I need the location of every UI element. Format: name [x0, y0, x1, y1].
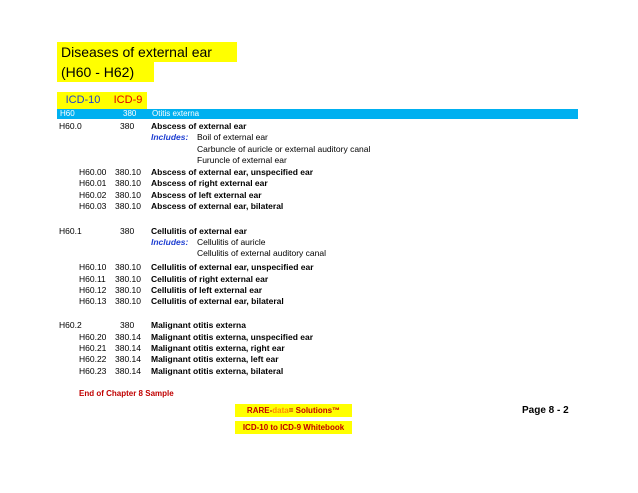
row-code: H60.22	[79, 354, 107, 364]
row-code: H60.1	[59, 226, 82, 236]
category-band	[57, 109, 578, 119]
row-description: Cellulitis of right external ear	[151, 274, 269, 284]
band-description: Otitis externa	[152, 109, 200, 118]
logo-solutions: = Solutions™	[288, 406, 341, 415]
row-description: Malignant otitis externa, left ear	[151, 354, 279, 364]
row-icd9: 380.14	[115, 332, 141, 342]
logo	[235, 404, 352, 417]
includes-label: Includes:	[151, 237, 189, 247]
row-code: H60.2	[59, 320, 82, 330]
row-description: Cellulitis of external ear, bilateral	[151, 296, 284, 306]
row-icd9: 380.10	[115, 262, 141, 272]
includes-term: Boil of external ear	[197, 132, 268, 142]
includes-term: Cellulitis of external auditory canal	[197, 248, 326, 258]
band-icd9: 380	[123, 109, 137, 118]
row-icd9: 380.10	[115, 190, 141, 200]
row-description: Malignant otitis externa, unspecified ear	[151, 332, 314, 342]
includes-label: Includes:	[151, 132, 189, 142]
logo-data: data	[272, 406, 289, 415]
page-number: Page 8 - 2	[522, 405, 569, 416]
row-code: H60.00	[79, 167, 107, 177]
row-description: Cellulitis of external ear	[151, 226, 247, 236]
row-icd9: 380.10	[115, 201, 141, 211]
band-code: H60	[60, 109, 75, 118]
row-icd9: 380	[120, 320, 135, 330]
row-description: Abscess of right external ear	[151, 178, 268, 188]
title-highlight-line2	[57, 62, 154, 82]
includes-term: Carbuncle of auricle or external auditory canal	[197, 144, 371, 154]
row-code: H60.10	[79, 262, 107, 272]
row-code: H60.13	[79, 296, 107, 306]
row-code: H60.01	[79, 178, 107, 188]
row-icd9: 380.14	[115, 354, 141, 364]
page-title-line1: Diseases of external ear	[61, 44, 212, 60]
row-description: Abscess of external ear, unspecified ear	[151, 167, 314, 177]
row-description: Abscess of left external ear	[151, 190, 262, 200]
row-code: H60.12	[79, 285, 107, 295]
row-description: Cellulitis of external ear, unspecified ear	[151, 262, 314, 272]
row-code: H60.23	[79, 366, 107, 376]
logo-rare: RARE-	[246, 406, 273, 415]
row-code: H60.21	[79, 343, 107, 353]
includes-term: Cellulitis of auricle	[197, 237, 266, 247]
row-icd9: 380.10	[115, 285, 141, 295]
row-description: Malignant otitis externa, right ear	[151, 343, 285, 353]
includes-term: Furuncle of external ear	[197, 155, 287, 165]
logo-subtitle: ICD-10 to ICD-9 Whitebook	[235, 421, 352, 434]
row-description: Malignant otitis externa	[151, 320, 246, 330]
row-description: Abscess of external ear	[151, 121, 247, 131]
row-icd9: 380.10	[115, 274, 141, 284]
row-description: Cellulitis of left external ear	[151, 285, 263, 295]
row-code: H60.02	[79, 190, 107, 200]
title-highlight-line1	[57, 42, 237, 62]
row-code: H60.11	[79, 274, 106, 284]
row-icd9: 380.14	[115, 343, 141, 353]
row-code: H60.20	[79, 332, 107, 342]
row-icd9: 380	[120, 121, 135, 131]
row-code: H60.0	[59, 121, 82, 131]
row-icd9: 380.10	[115, 296, 141, 306]
end-note: End of Chapter 8 Sample	[79, 389, 174, 398]
row-icd9: 380	[120, 226, 135, 236]
row-description: Malignant otitis externa, bilateral	[151, 366, 284, 376]
icd9-column-header: ICD-9	[109, 92, 147, 109]
icd10-column-header: ICD-10	[57, 92, 109, 109]
row-code: H60.03	[79, 201, 107, 211]
row-icd9: 380.10	[115, 178, 141, 188]
row-icd9: 380.10	[115, 167, 141, 177]
row-description: Abscess of external ear, bilateral	[151, 201, 284, 211]
page-title-line2: (H60 - H62)	[61, 64, 135, 80]
row-icd9: 380.14	[115, 366, 141, 376]
